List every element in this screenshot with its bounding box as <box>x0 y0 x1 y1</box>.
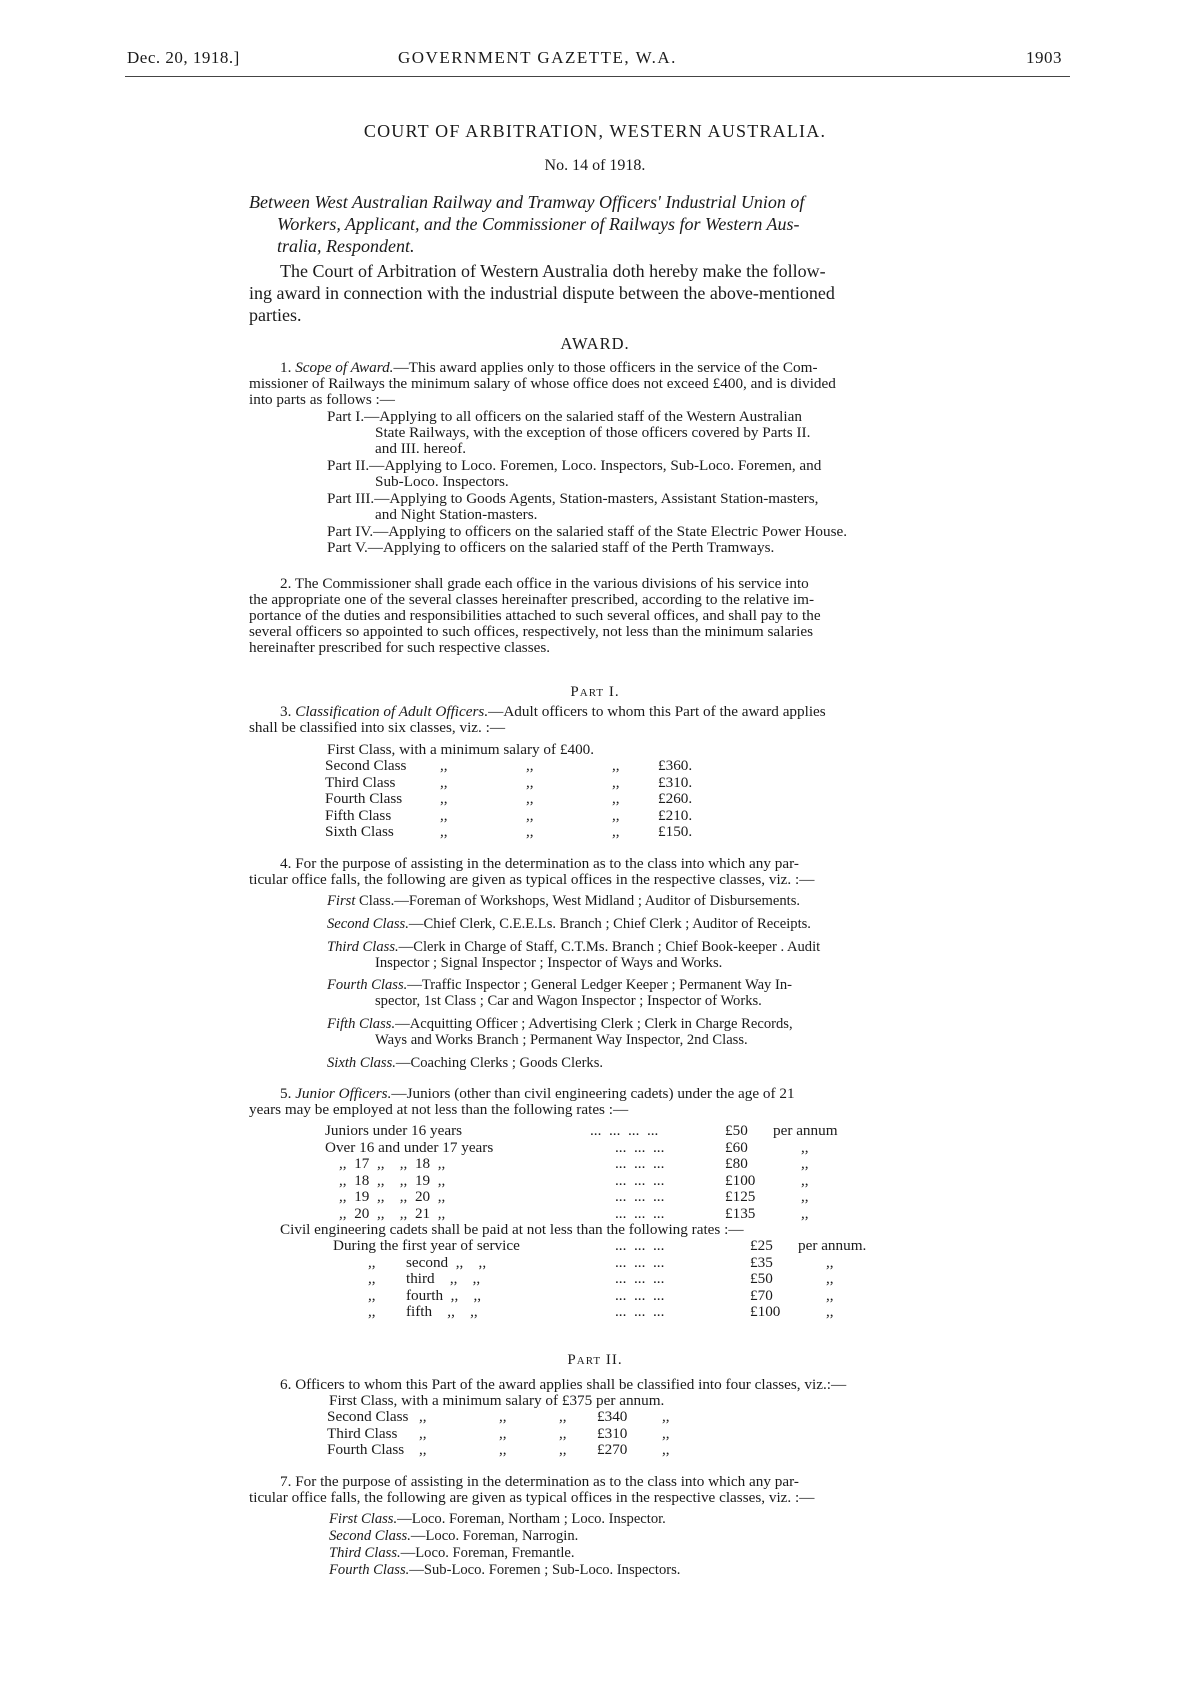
court-title: COURT OF ARBITRATION, WESTERN AUSTRALIA. <box>363 121 827 141</box>
rate-row: ,, fourth ,, ,, ... ... ... £70 ,, <box>368 1286 834 1304</box>
between-line-2: Workers, Applicant, and the Commissioner of Railways for Western Aus- <box>277 214 800 234</box>
header-date: Dec. 20, 1918.] <box>127 48 240 67</box>
s6-first-class: First Class, with a minimum salary of £375 per annum. <box>329 1392 665 1409</box>
typical-fifth: Fifth Class.—Acquitting Officer ; Advertising Clerk ; Clerk in Charge Records, <box>327 1016 793 1032</box>
typical-third: Third Class.—Clerk in Charge of Staff, C.T.Ms. Branch ; Chief Book-keeper . Audit <box>327 939 821 955</box>
s5-line-1: 5. Junior Officers.—Juniors (other than civil engineering cadets) under the age of 21 <box>280 1085 795 1102</box>
s6-line-1: 6. Officers to whom this Part of the award applies shall be classified into four classes, viz.:— <box>280 1376 847 1393</box>
part-3-line-1: Part III.—Applying to Goods Agents, Station-masters, Assistant Station-masters, <box>327 490 819 507</box>
cadets-intro: Civil engineering cadets shall be paid at not less than the following rates :— <box>280 1221 744 1238</box>
rate-row: During the first year of service ... ... ... £25 per annum. <box>333 1237 867 1254</box>
typical-sixth: Sixth Class.—Coaching Clerks ; Goods Clerks. <box>327 1055 604 1071</box>
s3-line-2: shall be classified into six classes, viz. :— <box>249 719 506 736</box>
salary-row: Third Class ,, ,, ,, £310 ,, <box>327 1424 670 1442</box>
s2-line-3: portance of the duties and responsibilities attached to such several offices, and shall pay to the <box>249 607 821 624</box>
salary-row: Third Class ,, ,, ,, £310. <box>325 773 693 791</box>
salary-row: Second Class ,, ,, ,, £340 ,, <box>327 1408 670 1425</box>
rate-row: ,, fifth ,, ,, ... ... ... £100 ,, <box>368 1303 834 1320</box>
typical-fourth: Fourth Class.—Traffic Inspector ; General Ledger Keeper ; Permanent Way In- <box>327 977 793 993</box>
s3-title: Classification of Adult Officers. <box>295 703 489 720</box>
award-heading: AWARD. <box>560 334 630 353</box>
intro-line-3: parties. <box>249 305 302 325</box>
p2-typical-first: First Class.—Loco. Foreman, Northam ; Loco. Inspector. <box>329 1511 666 1527</box>
part2-salary-table <box>327 1409 670 1459</box>
rate-row: ,, 17 ,, ,, 18 ,, ... ... ... £80 ,, <box>339 1155 809 1172</box>
header-rule <box>125 76 1070 77</box>
typical-fifth-cont: Ways and Works Branch ; Permanent Way Inspector, 2nd Class. <box>375 1032 748 1048</box>
s2-line-1: 2. The Commissioner shall grade each office in the various divisions of his service into <box>280 575 809 592</box>
header-title: GOVERNMENT GAZETTE, W.A. <box>398 48 677 67</box>
p2-typical-second: Second Class.—Loco. Foreman, Narrogin. <box>329 1528 579 1544</box>
rate-row: ,, 18 ,, ,, 19 ,, ... ... ... £100 ,, <box>339 1171 809 1189</box>
part-1-line-1: Part I.—Applying to all officers on the salaried staff of the Western Australian <box>327 408 802 425</box>
rate-row: Juniors under 16 years ... ... ... ... £50 per annum <box>325 1122 838 1139</box>
rate-row: ,, third ,, ,, ... ... ... £50 ,, <box>368 1270 834 1287</box>
award-number: No. 14 of 1918. <box>544 157 646 174</box>
header-page-number: 1903 <box>1026 48 1062 67</box>
s2-line-2: the appropriate one of the several classes hereinafter prescribed, according to the relative im- <box>249 591 815 608</box>
rate-row: Over 16 and under 17 years ... ... ... £60 ,, <box>325 1138 809 1156</box>
s1-line-2: missioner of Railways the minimum salary of whose office does not exceed £400, and is divided <box>249 375 836 392</box>
s4-line-1: 4. For the purpose of assisting in the determination as to the class into which any par- <box>280 855 799 872</box>
cadet-rates-table <box>333 1238 866 1321</box>
part-2-line-2: Sub-Loco. Inspectors. <box>375 473 509 490</box>
s5-title: Junior Officers. <box>295 1085 392 1102</box>
salary-row: Fourth Class ,, ,, ,, £260. <box>325 790 693 807</box>
between-line-1: Between West Australian Railway and Tramway Officers' Industrial Union of <box>249 192 805 212</box>
between-line-3: tralia, Respondent. <box>277 236 415 256</box>
salary-row: Second Class ,, ,, ,, £360. <box>325 757 693 774</box>
salary-row: Sixth Class ,, ,, ,, £150. <box>325 823 693 840</box>
part-5-line: Part V.—Applying to officers on the salaried staff of the Perth Tramways. <box>327 539 775 556</box>
part-3-line-2: and Night Station-masters. <box>375 506 538 523</box>
part-4-line: Part IV.—Applying to officers on the salaried staff of the State Electric Power House. <box>327 523 848 540</box>
part-1-line-2: State Railways, with the exception of those officers covered by Parts II. <box>375 424 811 441</box>
s2-line-4: several officers so appointed to such offices, respectively, not less than the minimum salaries <box>249 623 814 640</box>
s2-line-5: hereinafter prescribed for such respective classes. <box>249 639 551 656</box>
s1-title: Scope of Award. <box>295 359 394 376</box>
intro-line-1: The Court of Arbitration of Western Australia doth hereby make the follow- <box>280 261 826 281</box>
typical-first: First Class.—Foreman of Workshops, West Midland ; Auditor of Disbursements. <box>327 893 801 909</box>
rate-row: ,, second ,, ,, ... ... ... £35 ,, <box>368 1253 834 1271</box>
s7-line-2: ticular office falls, the following are given as typical offices in the respective classes, viz. :— <box>249 1489 815 1506</box>
s4-line-2: ticular office falls, the following are given as typical offices in the respective classes, viz. :— <box>249 871 815 888</box>
rate-row: ,, 20 ,, ,, 21 ,, ... ... ... £135 ,, <box>339 1204 809 1222</box>
intro-line-2: ing award in connection with the industrial dispute between the above-mentioned <box>249 283 835 303</box>
typical-fourth-cont: spector, 1st Class ; Car and Wagon Inspector ; Inspector of Works. <box>375 993 762 1009</box>
part-2-line-1: Part II.—Applying to Loco. Foremen, Loco. Inspectors, Sub-Loco. Foremen, and <box>327 457 822 474</box>
rate-row: ,, 19 ,, ,, 20 ,, ... ... ... £125 ,, <box>339 1188 809 1205</box>
s5-line-2: years may be employed at not less than the following rates :— <box>249 1101 629 1118</box>
part-1-line-3: and III. hereof. <box>375 440 467 457</box>
typical-third-cont: Inspector ; Signal Inspector ; Inspector of Ways and Works. <box>375 955 723 971</box>
s1-line-1: 1. Scope of Award.—This award applies only to those officers in the service of the Com- <box>280 359 818 376</box>
salary-row: Fifth Class ,, ,, ,, £210. <box>325 806 693 824</box>
s7-line-1: 7. For the purpose of assisting in the determination as to the class into which any par- <box>280 1473 799 1490</box>
typical-second: Second Class.—Chief Clerk, C.E.E.Ls. Branch ; Chief Clerk ; Auditor of Receipts. <box>327 916 811 932</box>
part-2-heading: Part II. <box>567 1352 623 1368</box>
salary-row: Fourth Class ,, ,, ,, £270 ,, <box>327 1441 670 1458</box>
p2-typical-third: Third Class.—Loco. Foreman, Fremantle. <box>329 1545 575 1561</box>
adult-salary-table <box>325 758 692 841</box>
junior-rates-table <box>325 1123 838 1222</box>
class-row-1: First Class, with a minimum salary of £400. <box>327 741 595 758</box>
s3-line-1: 3. Classification of Adult Officers.—Adult officers to whom this Part of the award applies <box>280 703 826 720</box>
s1-line-3: into parts as follows :— <box>249 391 395 408</box>
p2-typical-fourth: Fourth Class.—Sub-Loco. Foremen ; Sub-Loco. Inspectors. <box>329 1562 681 1578</box>
part-1-heading: Part I. <box>570 684 620 700</box>
